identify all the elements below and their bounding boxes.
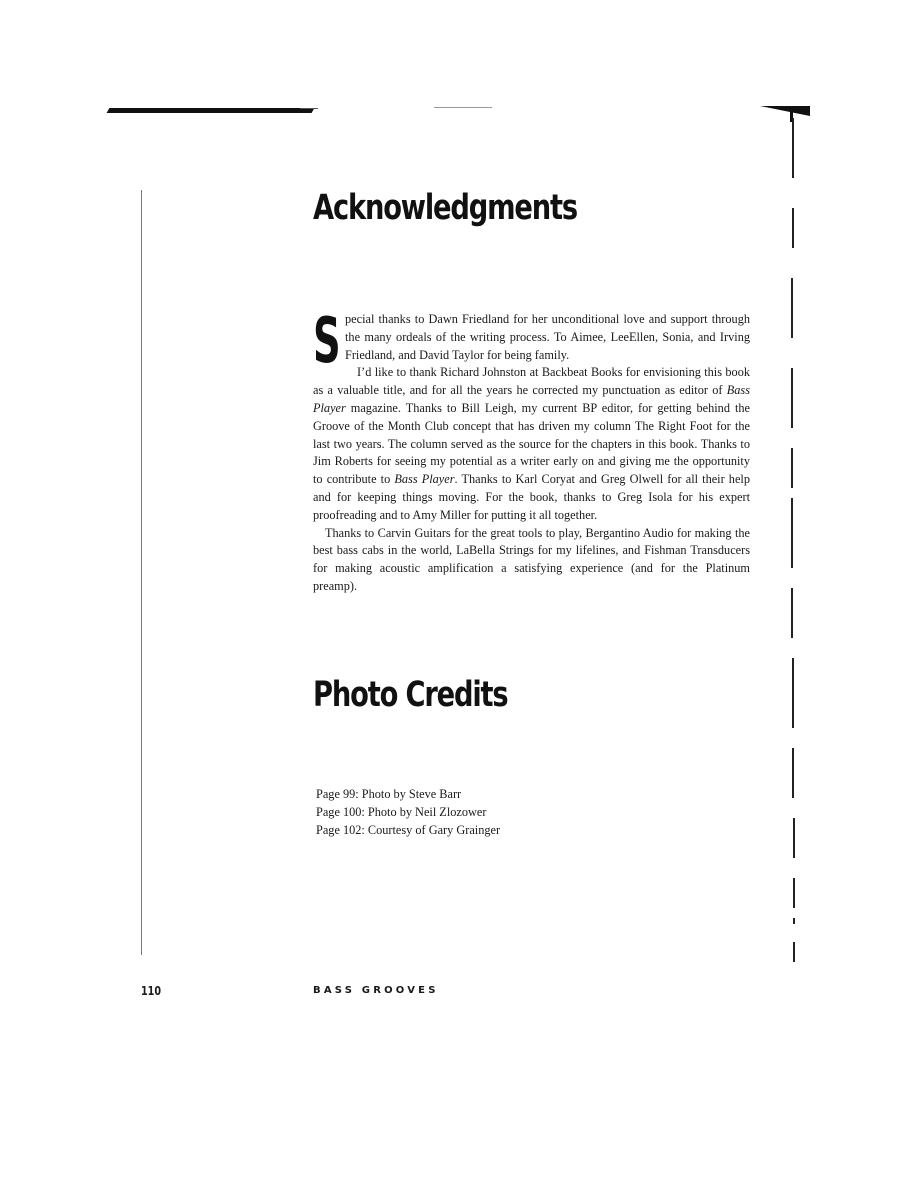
paragraph-1-text: pecial thanks to Dawn Friedland for her unconditional love and support through the many ordeals of the writing process. To Aimee, LeeEllen, Sonia, and Irving Friedland, and David Taylor for being family. [345, 312, 750, 362]
acknowledgments-heading: Acknowledgments [313, 188, 577, 228]
photo-credits-heading: Photo Credits [313, 675, 508, 715]
page-edge-shadow [792, 118, 806, 988]
paragraph-2-text-a: I’d like to thank Richard Johnston at Backbeat Books for envisioning this book as a valuable title, and for all the years he corrected my punctuation as editor of [313, 365, 750, 398]
paragraph-2-text-b: magazine. Thanks to Bill Leigh, my current BP editor, for getting behind the Groove of the Month Club concept that has driven my column The Right Foot for the last two years. The column served as the source for the chapters in this book. Thanks to Jim Roberts for seeing my potential as a writer early on and giving me the opportunity to contribute to [313, 400, 750, 487]
page-number: 110 [141, 984, 162, 998]
photo-credit-item: Page 100: Photo by Neil Zlozower [316, 804, 487, 819]
top-rule-tail [300, 108, 318, 109]
paragraph-2-text-c: . Thanks to Karl Coryat and Greg Olwell for all their help and for keeping things moving. For the book, thanks to Greg Isola for his expert proofreading and to Amy Miller for putting it all together. [313, 472, 750, 522]
acknowledgments-paragraph-3: Thanks to Carvin Guitars for the great tools to play, Bergantino Audio for making the best bass cabs in the world, LaBella Strings for my lifelines, and Fishman Transducers for making acoustic amplification a satisfying experience (and for the Platinum preamp). [313, 525, 750, 593]
magazine-title: Bass Player [313, 383, 750, 415]
photo-credits-list [316, 786, 500, 839]
acknowledgments-paragraph-1 [313, 304, 750, 377]
magazine-title: Bass Player [394, 472, 455, 487]
drop-cap: S [313, 304, 341, 377]
top-rule [107, 108, 315, 113]
photo-credit-item: Page 102: Courtesy of Gary Grainger [316, 822, 501, 837]
left-margin-rule [141, 190, 142, 955]
acknowledgments-body [313, 304, 750, 596]
corner-mark [760, 106, 810, 116]
photo-credit-item: Page 99: Photo by Steve Barr [316, 787, 462, 801]
running-footer-title: BASS GROOVES [313, 985, 439, 996]
acknowledgments-paragraph-2 [313, 364, 750, 524]
top-rule-faint [434, 107, 492, 108]
